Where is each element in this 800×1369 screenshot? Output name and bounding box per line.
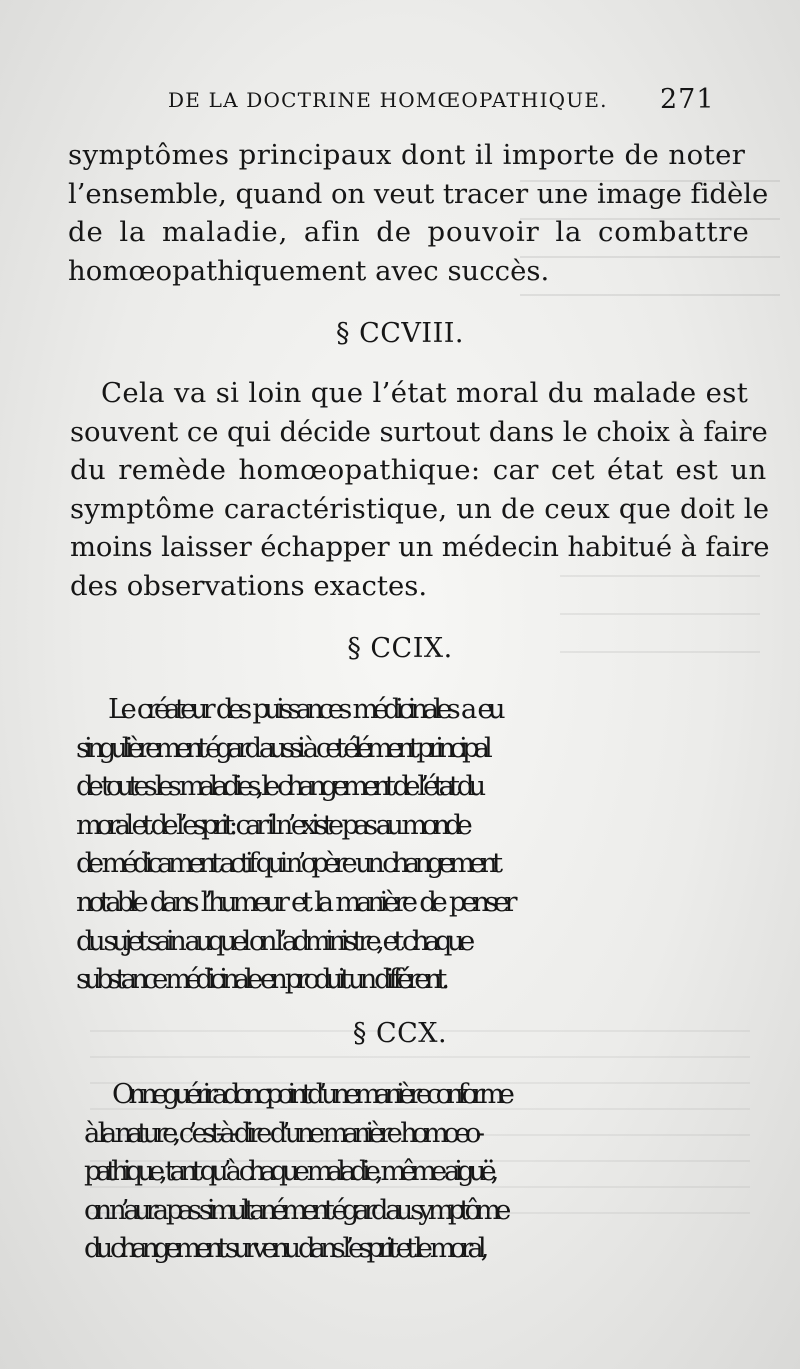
- text-line: singulièrement égard aussi à cet élément principal: [76, 731, 487, 764]
- text-line: souvent ce qui décide surtout dans le choix à faire: [70, 415, 768, 448]
- running-head: [0, 84, 800, 120]
- text-line: symptôme caractéristique, un de ceux que doit le: [70, 492, 770, 525]
- running-title: DE LA DOCTRINE HOMŒOPATHIQUE.: [168, 88, 608, 112]
- section-heading-ccx: § CCX.: [352, 1018, 448, 1049]
- section-ccix-paragraph: [76, 690, 776, 999]
- text-line: pathique, tant qu’à chaque maladie, même aiguë,: [84, 1155, 494, 1188]
- text-line: substance médicinale en produit un différent.: [76, 963, 445, 996]
- text-line: notable dans l’humeur et la manière de penser: [76, 885, 513, 918]
- text-line: des observations exactes.: [70, 569, 428, 602]
- text-line: On ne guérira donc point d’une manière conforme: [112, 1078, 509, 1110]
- text-line: du changement survenu dans l’esprit et le moral,: [84, 1232, 484, 1265]
- text-line: de toutes les maladies, le changement de l’état du: [76, 770, 481, 803]
- text-line: du remède homœopathique: car cet état est un: [70, 454, 767, 487]
- text-line: de médicament actif qui n’opère un changement: [76, 847, 498, 880]
- text-line: à la nature, c’est-à-dire d’une manière homœo-: [84, 1116, 480, 1149]
- section-heading-ccix: § CCIX.: [347, 633, 453, 664]
- text-line: symptômes principaux dont il importe de noter: [68, 139, 746, 171]
- text-line: Le créateur des puissances médicinales a eu: [108, 693, 500, 725]
- continuation-paragraph: [68, 136, 768, 290]
- text-line: Cela va si loin que l’état moral du malade est: [101, 377, 749, 409]
- text-line: moins laisser échapper un médecin habitué à faire: [70, 531, 770, 564]
- text-line: homœopathiquement avec succès.: [68, 254, 550, 287]
- text-line: l’ensemble, quand on veut tracer une image fidèle: [68, 177, 769, 210]
- section-heading-ccviii: § CCVIII.: [336, 318, 464, 349]
- text-line: moral et de l’esprit: car il n’existe pas au monde: [76, 808, 468, 841]
- section-ccviii-paragraph: [70, 374, 770, 606]
- section-ccx-paragraph: [84, 1075, 784, 1268]
- page-number: 271: [660, 84, 715, 115]
- text-line: du sujet sain auquel on l’administre, et chaque: [76, 924, 470, 957]
- text-line: on n’aura pas simultanément égard au symptôme: [84, 1193, 506, 1226]
- text-line: de la maladie, afin de pouvoir la combattre: [68, 216, 750, 249]
